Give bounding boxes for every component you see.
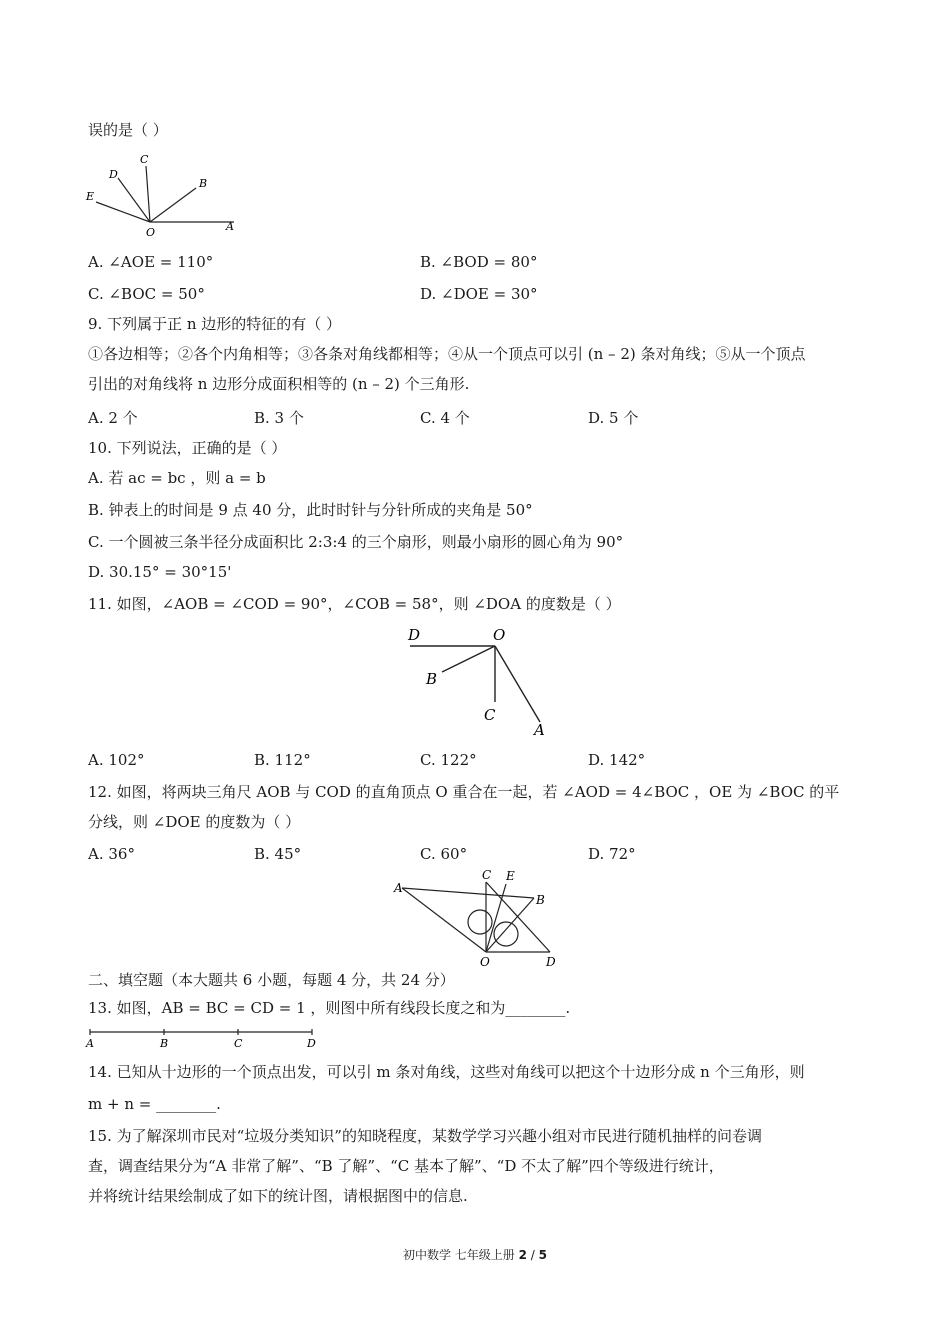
q13-label-B: B — [160, 1037, 169, 1050]
q12-label-O: O — [480, 955, 490, 969]
q12-triangles-figure — [390, 866, 570, 972]
q8-option-d: D. ∠DOE = 30° — [420, 285, 538, 303]
q12-label-D: D — [546, 955, 556, 969]
q15-line1: 15. 为了解深圳市民对“垃圾分类知识”的知晓程度，某数学学习兴趣小组对市民进行随机抽样的问卷调 — [88, 1127, 762, 1145]
q8-option-c: C. ∠BOC = 50° — [88, 285, 205, 303]
q15-line2: 查，调查结果分为“A 非常了解”、“B 了解”、“C 基本了解”、“D 不太了解”四个等级进行统计， — [88, 1157, 724, 1175]
q10-stem: 10. 下列说法，正确的是（ ） — [88, 439, 287, 457]
q8-label-E: E — [86, 190, 95, 203]
q11-option-d: D. 142° — [588, 751, 646, 769]
q8-label-C: C — [140, 153, 149, 166]
q13-segment-figure — [84, 1026, 320, 1050]
footer-text: 初中数学 七年级上册 — [402, 1248, 515, 1262]
q12-stem-line1: 12. 如图，将两块三角尺 AOB 与 COD 的直角顶点 O 重合在一起，若 ∠AOD = 4∠BOC ，OE 为 ∠BOC 的平 — [88, 783, 840, 801]
q10-option-c: C. 一个圆被三条半径分成面积比 2:3:4 的三个扇形，则最小扇形的圆心角为 90° — [88, 533, 624, 551]
q11-label-B: B — [426, 670, 438, 688]
q11-option-b: B. 112° — [254, 751, 311, 769]
q11-option-a: A. 102° — [88, 751, 145, 769]
q9-body-line2: 引出的对角线将 n 边形分成面积相等的 (n – 2) 个三角形. — [88, 375, 470, 393]
q8-stem-tail: 误的是（ ） — [88, 121, 168, 139]
q11-label-A: A — [534, 721, 545, 739]
q12-label-B: B — [536, 893, 545, 907]
q11-label-C: C — [484, 706, 496, 724]
q10-option-b: B. 钟表上的时间是 9 点 40 分，此时时针与分针所成的夹角是 50° — [88, 501, 533, 519]
q13-stem: 13. 如图，AB = BC = CD = 1 ，则图中所有线段长度之和为________. — [88, 999, 571, 1017]
q11-angle-figure — [400, 622, 560, 740]
q8-angle-figure — [84, 150, 244, 238]
q12-label-C: C — [482, 868, 492, 882]
q11-option-c: C. 122° — [420, 751, 477, 769]
q11-label-D: D — [408, 626, 421, 644]
footer-total-pages: 5 — [538, 1248, 548, 1262]
page-footer — [0, 1246, 950, 1263]
q9-stem: 9. 下列属于正 n 边形的特征的有（ ） — [88, 315, 342, 333]
q8-label-B: B — [199, 177, 208, 190]
q14-line1: 14. 已知从十边形的一个顶点出发，可以引 m 条对角线，这些对角线可以把这个十边形分成 n 个三角形，则 — [88, 1063, 805, 1081]
q12-stem-line2: 分线，则 ∠DOE 的度数为（ ） — [88, 813, 301, 831]
q10-option-a: A. 若 ac = bc ，则 a = b — [88, 469, 266, 487]
q8-option-a: A. ∠AOE = 110° — [88, 253, 214, 271]
q9-option-b: B. 3 个 — [254, 409, 304, 427]
q11-label-O: O — [493, 626, 506, 644]
q12-option-b: B. 45° — [254, 845, 302, 863]
q12-label-A: A — [394, 881, 403, 895]
q9-option-d: D. 5 个 — [588, 409, 639, 427]
q9-body-line1: ①各边相等；②各个内角相等；③各条对角线都相等；④从一个顶点可以引 (n – 2) 条对角线；⑤从一个顶点 — [88, 345, 806, 363]
q8-label-A: A — [226, 220, 234, 233]
q12-option-c: C. 60° — [420, 845, 468, 863]
q12-option-d: D. 72° — [588, 845, 636, 863]
q9-option-c: C. 4 个 — [420, 409, 470, 427]
q8-label-D: D — [109, 168, 118, 181]
section-heading: 二、填空题（本大题共 6 小题，每题 4 分，共 24 分） — [88, 971, 455, 989]
footer-page-number: 2 — [518, 1248, 527, 1262]
q8-label-O: O — [146, 226, 156, 238]
q12-label-E: E — [506, 869, 515, 883]
q14-line2: m + n = ________. — [88, 1095, 221, 1113]
footer-separator: / — [526, 1248, 539, 1262]
q12-option-a: A. 36° — [88, 845, 135, 863]
q13-label-C: C — [234, 1037, 243, 1050]
q15-line3: 并将统计结果绘制成了如下的统计图，请根据图中的信息. — [88, 1187, 468, 1205]
q13-label-A: A — [86, 1037, 94, 1050]
q11-stem: 11. 如图，∠AOB = ∠COD = 90°，∠COB = 58°，则 ∠DOA 的度数是（ ） — [88, 595, 621, 613]
q13-label-D: D — [307, 1037, 316, 1050]
q8-option-b: B. ∠BOD = 80° — [420, 253, 538, 271]
q10-option-d: D. 30.15° = 30°15' — [88, 563, 232, 581]
q9-option-a: A. 2 个 — [88, 409, 138, 427]
